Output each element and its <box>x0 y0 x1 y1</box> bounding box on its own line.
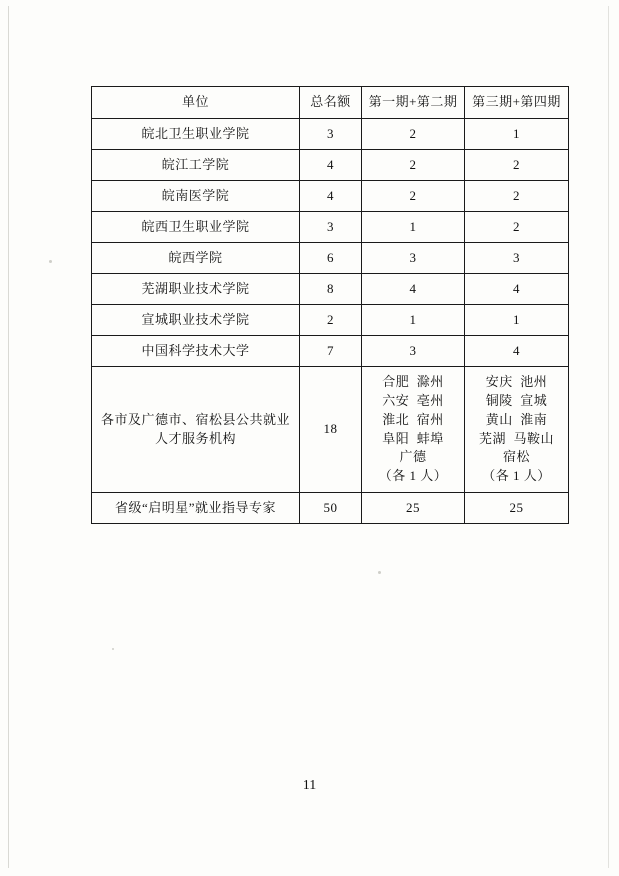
page-number: 11 <box>302 778 317 793</box>
cell-unit: 芜湖职业技术学院 <box>92 274 300 305</box>
cell-phase-34: 3 <box>465 243 569 274</box>
column-header-phase-34: 第三期+第四期 <box>465 87 569 119</box>
cell-total: 3 <box>300 212 362 243</box>
allocation-table <box>91 86 569 524</box>
cell-phase-12-line: 广德 <box>399 449 427 465</box>
table-header-row <box>92 87 569 119</box>
cell-phase-34 <box>465 367 569 493</box>
cell-phase-34-line: 黄山 淮南 <box>485 411 548 427</box>
cell-unit: 中国科学技术大学 <box>92 336 300 367</box>
scan-speck <box>378 571 381 574</box>
cell-total: 3 <box>300 119 362 150</box>
cell-phase-12 <box>362 367 465 493</box>
cell-phase-12: 1 <box>362 305 465 336</box>
cell-total: 4 <box>300 181 362 212</box>
table-row <box>92 150 569 181</box>
cell-phase-12: 2 <box>362 150 465 181</box>
cell-unit <box>92 367 300 493</box>
cell-unit: 省级“启明星”就业指导专家 <box>92 493 300 524</box>
scan-speck <box>112 648 114 650</box>
table-row <box>92 119 569 150</box>
cell-phase-12: 4 <box>362 274 465 305</box>
cell-total: 6 <box>300 243 362 274</box>
cell-unit: 宣城职业技术学院 <box>92 305 300 336</box>
cell-phase-12: 25 <box>362 493 465 524</box>
cell-phase-34: 4 <box>465 274 569 305</box>
table-row <box>92 212 569 243</box>
cell-phase-34: 2 <box>465 150 569 181</box>
scan-speck <box>49 260 52 263</box>
cell-unit-line: 人才服务机构 <box>154 430 236 446</box>
cell-phase-12-line: 合肥 滁州 <box>382 374 444 389</box>
cell-total: 8 <box>300 274 362 305</box>
cell-phase-34-line: （各 1 人） <box>482 468 551 484</box>
table-row <box>92 367 569 493</box>
cell-total: 4 <box>300 150 362 181</box>
cell-total: 7 <box>300 336 362 367</box>
cell-phase-34: 25 <box>465 493 569 524</box>
table-row <box>92 274 569 305</box>
cell-unit: 皖北卫生职业学院 <box>92 119 300 150</box>
column-header-total: 总名额 <box>300 87 362 119</box>
cell-phase-12: 2 <box>362 181 465 212</box>
cell-phase-12-line: （各 1 人） <box>378 468 448 484</box>
table-row <box>92 336 569 367</box>
cell-unit: 皖南医学院 <box>92 181 300 212</box>
cell-phase-34: 4 <box>465 336 569 367</box>
cell-phase-34: 2 <box>465 181 569 212</box>
cell-phase-34-line: 安庆 池州 <box>485 374 548 389</box>
column-header-phase-12: 第一期+第二期 <box>362 87 465 119</box>
table-row <box>92 181 569 212</box>
cell-phase-12: 1 <box>362 212 465 243</box>
cell-unit-line: 各市及广德市、宿松县公共就业 <box>100 411 290 427</box>
cell-phase-34-line: 宿松 <box>502 449 530 465</box>
table-row <box>92 243 569 274</box>
cell-phase-34: 2 <box>465 212 569 243</box>
cell-phase-12: 2 <box>362 119 465 150</box>
cell-phase-34: 1 <box>465 305 569 336</box>
cell-unit: 皖西学院 <box>92 243 300 274</box>
cell-total: 50 <box>300 493 362 524</box>
cell-unit: 皖西卫生职业学院 <box>92 212 300 243</box>
table-row <box>92 305 569 336</box>
cell-phase-12-line: 淮北 宿州 <box>382 411 444 427</box>
cell-unit: 皖江工学院 <box>92 150 300 181</box>
cell-phase-12: 3 <box>362 243 465 274</box>
cell-phase-34: 1 <box>465 119 569 150</box>
cell-total: 18 <box>300 367 362 493</box>
cell-total: 2 <box>300 305 362 336</box>
cell-phase-34-line: 芜湖 马鞍山 <box>478 430 554 446</box>
column-header-unit: 单位 <box>92 87 300 119</box>
table-row <box>92 493 569 524</box>
cell-phase-12-line: 阜阳 蚌埠 <box>382 430 444 446</box>
cell-phase-34-line: 铜陵 宣城 <box>485 392 548 408</box>
cell-phase-12-line: 六安 亳州 <box>382 392 444 408</box>
cell-phase-12: 3 <box>362 336 465 367</box>
